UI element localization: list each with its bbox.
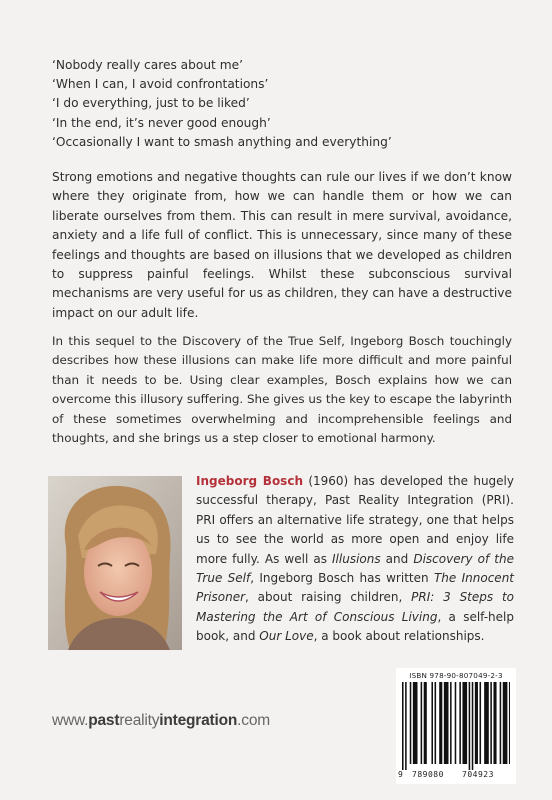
url-part-past: past <box>88 712 120 729</box>
barcode-bar <box>480 682 482 764</box>
barcode-bar <box>484 682 489 764</box>
url-suffix: .com <box>237 712 270 729</box>
barcode-bar <box>509 682 510 764</box>
barcode-bars <box>402 682 510 770</box>
bio-text: , a book about relationships. <box>313 629 485 644</box>
barcode-bar <box>490 682 492 764</box>
barcode-bar <box>469 682 471 770</box>
barcode-first-digit: 9 <box>398 770 403 779</box>
barcode-bar <box>472 682 474 770</box>
barcode-bar <box>444 682 449 764</box>
barcode-bar <box>503 682 508 764</box>
author-photo <box>48 476 182 650</box>
quote-line: ‘Occasionally I want to smash anything and everything’ <box>52 134 392 149</box>
barcode-bar <box>475 682 478 764</box>
url-part-reality: reality <box>119 712 160 729</box>
quote-line: ‘When I can, I avoid confrontations’ <box>52 77 269 92</box>
url-part-integration: integration <box>159 712 238 729</box>
barcode-bar <box>459 682 461 764</box>
barcode-bar <box>462 682 467 764</box>
bio-text: and <box>380 551 414 566</box>
quote-line: ‘In the end, it’s never good enough’ <box>52 115 271 130</box>
book-title-discovery: Discovery of the True Self <box>196 551 514 586</box>
isbn-number: ISBN 978-90-807049-2-3 <box>409 671 503 680</box>
quote-line: ‘Nobody really cares about me’ <box>52 58 243 72</box>
bio-text: (1960) has developed the hugely successful therapy, Past Reality Integration (PRI). PRI offers an alternative life strategy, one that helps us to see the world as more open and enjoy life more fully. As well as <box>196 474 514 566</box>
isbn-barcode <box>396 668 516 784</box>
barcode-bar <box>431 682 433 764</box>
book-title-pri: PRI: 3 Steps to Mastering the Art of Conscious Living <box>196 590 515 624</box>
barcode-bar <box>435 682 437 764</box>
bio-text: , about raising children, <box>245 590 412 605</box>
barcode-bar <box>402 682 404 770</box>
intro-paragraph: Strong emotions and negative thoughts can rule our lives if we don’t know where they originate from, how we can handle them or how we can liberate ourselves from them. This can result in mere survival, avoidance, anxiety and a life full of conflict. This is unnecessary, since many of these feelings and thoughts are based on illusions that we developed as children to suppress painful feelings. Whilst these subconscious survival mechanisms are very useful for us as children, they can have a destructive impact on our adult life. <box>52 170 512 320</box>
website-url[interactable] <box>52 712 270 730</box>
book-title-our-love: Our Love <box>259 629 314 644</box>
author-bio <box>196 472 514 647</box>
bio-text: , Ingeborg Bosch has written <box>250 571 434 586</box>
quote-list <box>52 56 512 152</box>
barcode-bar <box>493 682 496 764</box>
barcode-left-digits: 789080 <box>412 770 444 779</box>
barcode-bar <box>405 682 407 770</box>
url-prefix: www. <box>52 712 89 729</box>
bio-text: , a self-help book, and <box>196 609 514 644</box>
sequel-paragraph: In this sequel to the Discovery of the True Self, Ingeborg Bosch touchingly describes how these illusions can make life more difficult and more painful than it needs to be. Using clear examples, Bosch explains how we can overcome this illusory suffering. She gives us the key to escape the labyrinth of these sometimes overwhelming and incomprehensible feelings and thoughts, and she brings us a step closer to emotional harmony. <box>52 334 512 446</box>
author-name: Ingeborg Bosch <box>196 474 303 488</box>
quote-line: ‘I do everything, just to be liked’ <box>52 96 250 111</box>
barcode-bar <box>439 682 442 764</box>
barcode-right-digits: 704923 <box>462 770 494 779</box>
barcode-bar <box>413 682 418 764</box>
book-title-innocent-prisoner: The Innocent Prisoner <box>196 571 514 605</box>
barcode-bar <box>421 682 423 764</box>
barcode-bar <box>450 682 452 764</box>
barcode-bar <box>500 682 502 764</box>
book-title-illusions: Illusions <box>332 551 381 566</box>
barcode-bar <box>424 682 427 764</box>
barcode-bar <box>410 682 412 764</box>
barcode-bar <box>455 682 457 764</box>
